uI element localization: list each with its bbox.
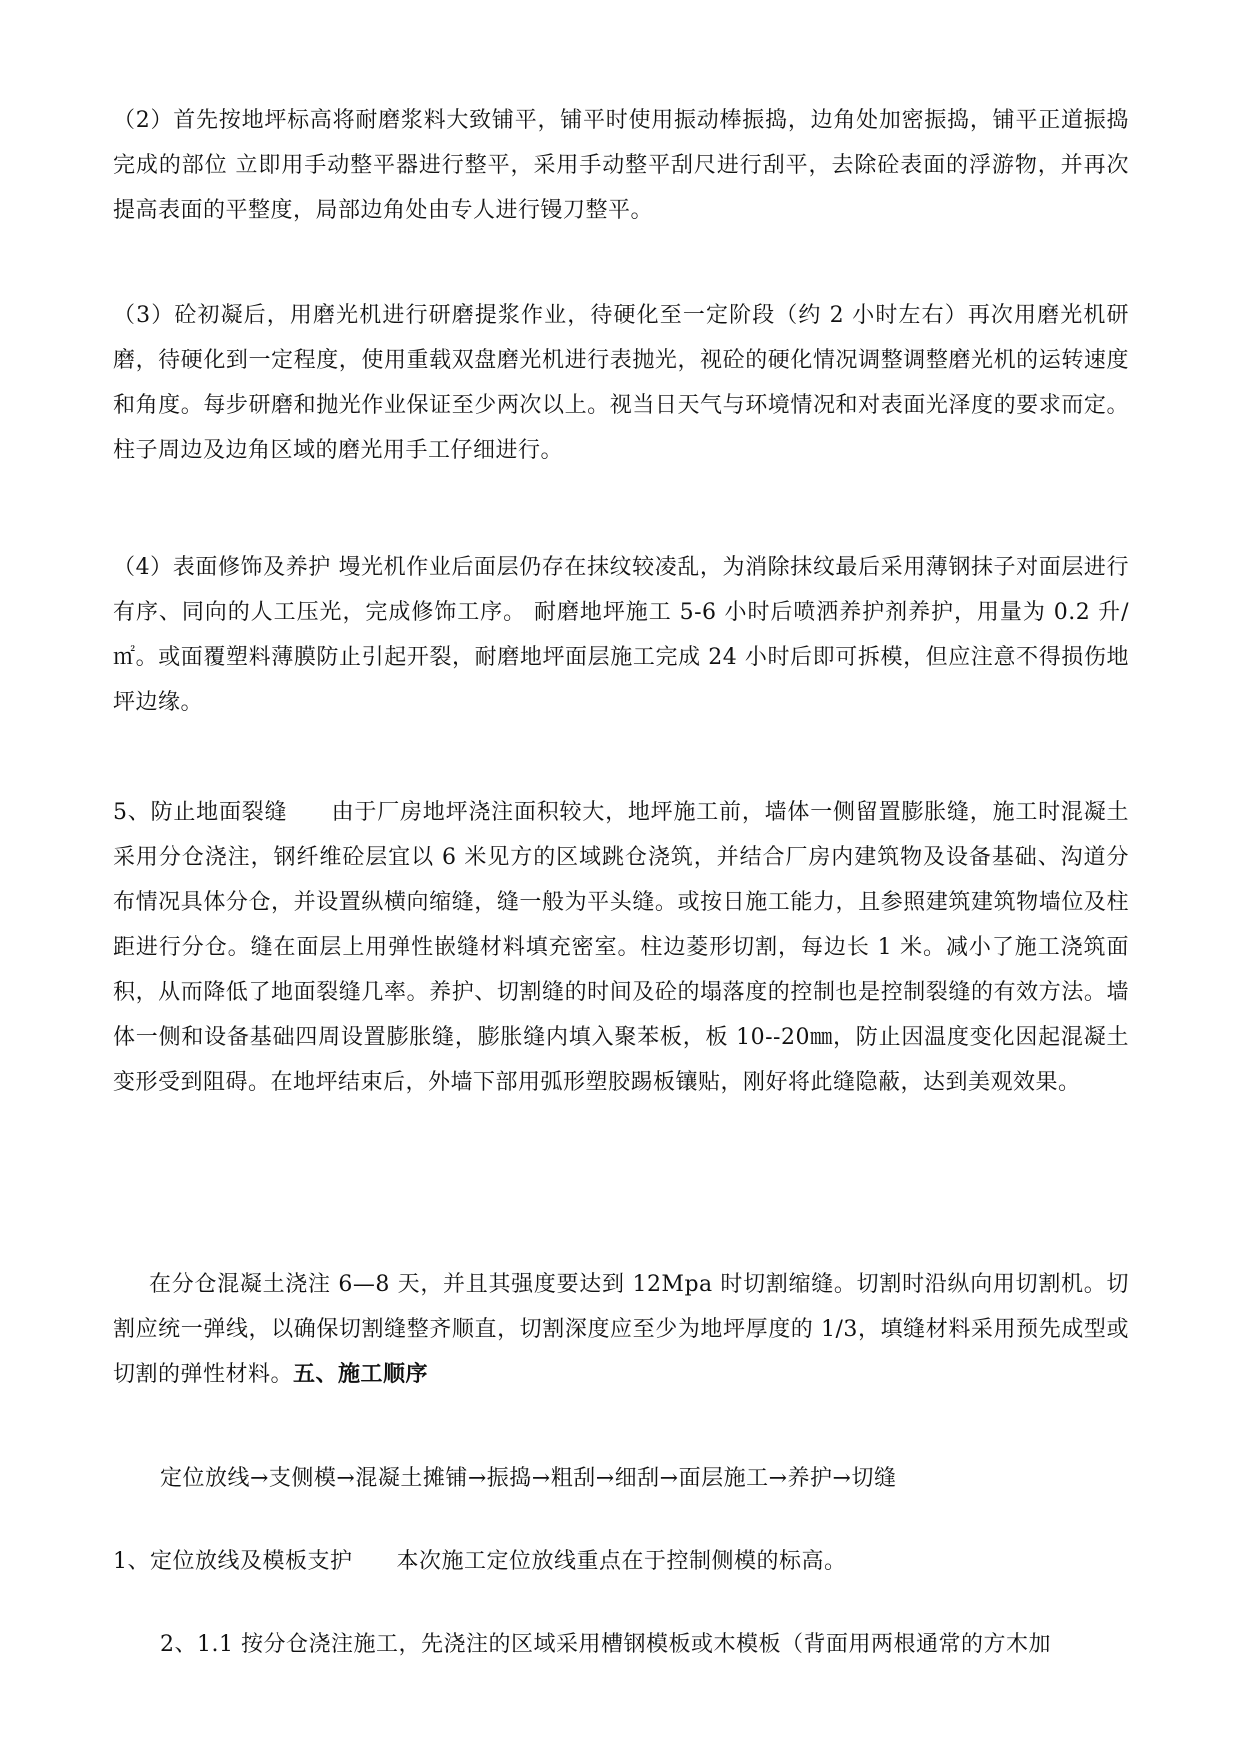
crack-prevention-body: 由于厂房地坪浇注面积较大，地坪施工前，墙体一侧留置膨胀缝，施工时混凝土采用分仓浇注，钢纤维砼层宜以 6 米见方的区域跳仓浇筑，并结合厂房内建筑物及设备基础、沟道分布情况具体分仓，并设置纵横向缩缝，缝一般为平头缝。或按日施工能力，且参照建筑建筑物墙位及柱距进行分仓。缝在面层上用弹性嵌缝材料填充密室。柱边菱形切割，每边长 1 米。减小了施工浇筑面积，从而降低了地面裂缝几率。养护、切割缝的时间及砼的塌落度的控制也是控制裂缝的有效方法。墙体一侧和设备基础四周设置膨胀缝，膨胀缝内填入聚苯板，板 10--20㎜，防止因温度变化因起混凝土变形受到阻碍。在地坪结束后，外墙下部用弧形塑胶踢板镶贴，刚好将此缝隐蔽，达到美观效果。 <box>113 800 1129 1095</box>
positioning-body: 本次施工定位放线重点在于控制侧模的标高。 <box>396 1549 847 1574</box>
paragraph-formwork: 2、1.1 按分仓浇注施工，先浇注的区域采用槽钢模板或木模板（背面用两根通常的方木加 <box>160 1632 1051 1657</box>
paragraph-crack-prevention <box>113 790 1129 1105</box>
section-title-construction-sequence: 五、施工顺序 <box>293 1361 429 1387</box>
section-heading-crack-prevention: 5、防止地面裂缝 <box>113 800 288 825</box>
paragraph-step-3: （3）砼初凝后，用磨光机进行研磨提浆作业，待硬化至一定阶段（约 2 小时左右）再次用磨光机研磨，待硬化到一定程度，使用重载双盘磨光机进行表抛光，视砼的硬化情况调整调整磨光机的运转速度和角度。每步研磨和抛光作业保证至少两次以上。视当日天气与环境情况和对表面光泽度的要求而定。柱子周边及边角区域的磨光用手工仔细进行。 <box>113 303 1129 463</box>
paragraph-cutting-joints <box>113 1262 1129 1397</box>
cutting-joints-body: 在分仓混凝土浇注 6—8 天，并且其强度要达到 12Mpa 时切割缩缝。切割时沿纵向用切割机。切割应统一弹线，以确保切割缝整齐顺直，切割深度应至少为地坪厚度的 1/3，填缝材料采用预先成型或切割的弹性材料。 <box>113 1272 1129 1387</box>
paragraph-step-2: （2）首先按地坪标高将耐磨浆料大致铺平，铺平时使用振动棒振捣，边角处加密振捣，铺平正道振捣完成的部位 立即用手动整平器进行整平，采用手动整平刮尺进行刮平，去除砼表面的浮游物，并再次提高表面的平整度，局部边角处由专人进行镘刀整平。 <box>113 108 1129 223</box>
construction-sequence-flow: 定位放线→支侧模→混凝土摊铺→振捣→粗刮→细刮→面层施工→养护→切缝 <box>160 1466 897 1491</box>
section-heading-positioning: 1、定位放线及模板支护 <box>113 1549 353 1574</box>
paragraph-step-4: （4）表面修饰及养护 墁光机作业后面层仍存在抹纹较凌乱，为消除抹纹最后采用薄钢抹子对面层进行有序、同向的人工压光，完成修饰工序。 耐磨地坪施工 5-6 小时后喷洒养护剂养护，用量为 0.2 升/㎡。或面覆塑料薄膜防止引起开裂，耐磨地坪面层施工完成 24 小时后即可拆模，但应注意不得损伤地坪边缘。 <box>113 555 1129 715</box>
paragraph-positioning <box>113 1539 1129 1584</box>
